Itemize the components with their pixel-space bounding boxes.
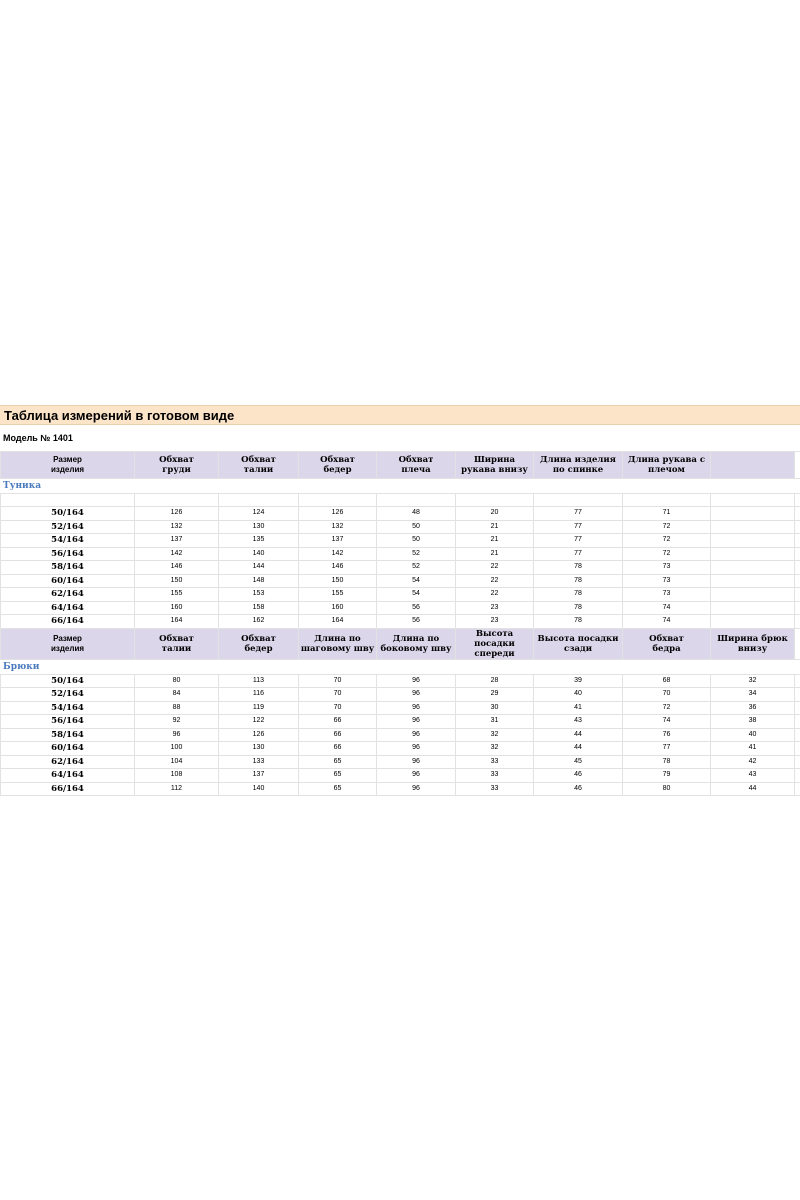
value-cell: 46	[534, 769, 623, 783]
empty-cell	[456, 494, 534, 507]
value-cell: 54	[377, 574, 456, 588]
table-row	[1, 561, 800, 575]
value-cell: 72	[623, 534, 711, 548]
tunic-section-label: Туника	[1, 479, 135, 494]
value-cell: 158	[219, 601, 299, 615]
value-cell: 96	[377, 755, 456, 769]
spacer-cell	[795, 701, 800, 715]
header-line: изделия	[50, 643, 85, 653]
table-row	[1, 728, 800, 742]
value-cell: 100	[135, 742, 219, 756]
header-line: спереди	[474, 648, 515, 659]
value-cell: 133	[219, 755, 299, 769]
value-cell: 162	[219, 615, 299, 629]
header-line: Длина рукава с	[627, 455, 706, 465]
empty-cell	[219, 659, 299, 674]
spacer-cell	[795, 520, 800, 534]
spacer-cell	[795, 601, 800, 615]
value-cell: 73	[623, 561, 711, 575]
value-cell: 153	[219, 588, 299, 602]
value-cell: 130	[219, 520, 299, 534]
empty-cell	[623, 494, 711, 507]
empty-cell	[219, 494, 299, 507]
value-cell: 140	[219, 782, 299, 796]
header-line: плеча	[401, 465, 431, 475]
value-cell: 48	[377, 507, 456, 521]
value-cell	[711, 601, 795, 615]
value-cell: 50	[377, 520, 456, 534]
pants-header-cell	[377, 628, 456, 659]
value-cell: 80	[135, 674, 219, 688]
value-cell: 164	[135, 615, 219, 629]
value-cell: 70	[623, 688, 711, 702]
header-line: Обхват	[649, 633, 684, 644]
value-cell: 96	[377, 688, 456, 702]
size-cell: 54/164	[1, 534, 135, 548]
value-cell: 96	[377, 674, 456, 688]
spacer-cell	[795, 534, 800, 548]
spacer-cell	[795, 615, 800, 629]
value-cell: 34	[711, 688, 795, 702]
tunic-header-cell	[623, 452, 711, 479]
value-cell: 38	[711, 715, 795, 729]
measurement-sheet	[0, 405, 800, 796]
value-cell: 96	[377, 782, 456, 796]
size-cell: 56/164	[1, 547, 135, 561]
table-row	[1, 547, 800, 561]
spacer-cell	[795, 688, 800, 702]
value-cell: 65	[299, 782, 377, 796]
pants-table-section	[1, 628, 800, 796]
empty-cell	[795, 659, 800, 674]
value-cell: 80	[623, 782, 711, 796]
value-cell: 31	[456, 715, 534, 729]
value-cell: 96	[377, 701, 456, 715]
value-cell: 144	[219, 561, 299, 575]
value-cell: 56	[377, 615, 456, 629]
value-cell: 88	[135, 701, 219, 715]
value-cell: 50	[377, 534, 456, 548]
value-cell: 30	[456, 701, 534, 715]
value-cell: 96	[377, 742, 456, 756]
value-cell: 132	[135, 520, 219, 534]
value-cell: 137	[299, 534, 377, 548]
value-cell: 40	[711, 728, 795, 742]
table-row	[1, 520, 800, 534]
header-line: Ширина брюк	[717, 633, 788, 644]
empty-cell	[534, 659, 623, 674]
value-cell: 77	[534, 507, 623, 521]
value-cell: 74	[623, 615, 711, 629]
value-cell: 22	[456, 561, 534, 575]
size-cell: 62/164	[1, 755, 135, 769]
header-line: внизу	[737, 643, 768, 654]
value-cell: 137	[219, 769, 299, 783]
value-cell: 132	[299, 520, 377, 534]
size-cell: 66/164	[1, 782, 135, 796]
size-cell: 56/164	[1, 715, 135, 729]
table-row	[1, 674, 800, 688]
value-cell: 33	[456, 755, 534, 769]
blank-row	[1, 494, 800, 507]
value-cell: 73	[623, 574, 711, 588]
empty-cell	[534, 479, 623, 494]
value-cell: 108	[135, 769, 219, 783]
value-cell: 74	[623, 601, 711, 615]
value-cell: 23	[456, 615, 534, 629]
value-cell: 74	[623, 715, 711, 729]
header-line: Обхват	[241, 633, 276, 644]
value-cell: 137	[135, 534, 219, 548]
empty-cell	[135, 659, 219, 674]
value-cell: 122	[219, 715, 299, 729]
spacer-cell	[795, 452, 800, 479]
spacer-cell	[795, 715, 800, 729]
value-cell: 77	[534, 547, 623, 561]
spacer-cell	[795, 728, 800, 742]
table-row	[1, 601, 800, 615]
value-cell: 96	[377, 728, 456, 742]
value-cell	[711, 547, 795, 561]
header-line: Размер	[53, 633, 82, 643]
value-cell: 140	[219, 547, 299, 561]
tunic-header-cell	[1, 452, 135, 479]
spacer-cell	[795, 782, 800, 796]
pants-header-cell	[534, 628, 623, 659]
header-line: талии	[243, 465, 274, 475]
spacer-cell	[795, 742, 800, 756]
value-cell: 78	[534, 574, 623, 588]
value-cell: 70	[299, 701, 377, 715]
size-cell: 58/164	[1, 728, 135, 742]
sheet-title: Таблица измерений в готовом виде	[0, 405, 800, 425]
table-row	[1, 715, 800, 729]
empty-cell	[711, 494, 795, 507]
empty-cell	[135, 479, 219, 494]
value-cell: 160	[299, 601, 377, 615]
value-cell: 21	[456, 547, 534, 561]
value-cell: 23	[456, 601, 534, 615]
table-row	[1, 507, 800, 521]
value-cell: 79	[623, 769, 711, 783]
header-line: бедер	[323, 465, 352, 475]
value-cell: 39	[534, 674, 623, 688]
table-row	[1, 782, 800, 796]
value-cell: 73	[623, 588, 711, 602]
header-line: бедра	[652, 643, 681, 654]
size-cell: 50/164	[1, 674, 135, 688]
value-cell: 160	[135, 601, 219, 615]
value-cell: 41	[711, 742, 795, 756]
size-cell: 58/164	[1, 561, 135, 575]
value-cell: 142	[135, 547, 219, 561]
value-cell: 68	[623, 674, 711, 688]
value-cell: 135	[219, 534, 299, 548]
value-cell: 96	[377, 769, 456, 783]
value-cell: 124	[219, 507, 299, 521]
empty-cell	[623, 659, 711, 674]
table-row	[1, 701, 800, 715]
value-cell: 52	[377, 547, 456, 561]
value-cell: 42	[711, 755, 795, 769]
value-cell: 72	[623, 701, 711, 715]
spacer-cell	[795, 574, 800, 588]
empty-cell	[795, 494, 800, 507]
value-cell: 41	[534, 701, 623, 715]
tunic-header-cell	[219, 452, 299, 479]
value-cell: 126	[135, 507, 219, 521]
value-cell: 40	[534, 688, 623, 702]
value-cell	[711, 534, 795, 548]
value-cell: 96	[377, 715, 456, 729]
value-cell: 104	[135, 755, 219, 769]
empty-cell	[795, 479, 800, 494]
empty-cell	[377, 479, 456, 494]
pants-section-label: Брюки	[1, 659, 135, 674]
value-cell: 54	[377, 588, 456, 602]
value-cell: 146	[135, 561, 219, 575]
value-cell: 113	[219, 674, 299, 688]
value-cell: 96	[135, 728, 219, 742]
tunic-header-cell	[534, 452, 623, 479]
value-cell: 33	[456, 769, 534, 783]
value-cell	[711, 615, 795, 629]
pants-header-cell	[219, 628, 299, 659]
spacer-cell	[795, 561, 800, 575]
value-cell: 65	[299, 755, 377, 769]
table-row	[1, 769, 800, 783]
empty-cell	[711, 479, 795, 494]
value-cell: 36	[711, 701, 795, 715]
table-row	[1, 742, 800, 756]
value-cell	[711, 561, 795, 575]
value-cell: 65	[299, 769, 377, 783]
table-row	[1, 615, 800, 629]
header-line: Обхват	[241, 455, 276, 465]
value-cell: 44	[534, 742, 623, 756]
value-cell	[711, 507, 795, 521]
value-cell: 66	[299, 715, 377, 729]
empty-cell	[377, 494, 456, 507]
pants-header-cell	[623, 628, 711, 659]
tunic-header-row	[1, 452, 800, 479]
tunic-header-cell	[377, 452, 456, 479]
value-cell: 45	[534, 755, 623, 769]
value-cell: 126	[219, 728, 299, 742]
tunic-section-row	[1, 479, 800, 494]
value-cell: 52	[377, 561, 456, 575]
value-cell: 66	[299, 728, 377, 742]
empty-cell	[135, 494, 219, 507]
header-line: бедер	[244, 643, 273, 654]
table-row	[1, 755, 800, 769]
header-line: Размер	[53, 455, 82, 464]
size-cell: 60/164	[1, 742, 135, 756]
value-cell: 126	[299, 507, 377, 521]
value-cell: 155	[135, 588, 219, 602]
value-cell: 72	[623, 520, 711, 534]
value-cell: 66	[299, 742, 377, 756]
header-line: Обхват	[398, 455, 434, 465]
size-cell: 50/164	[1, 507, 135, 521]
value-cell: 116	[219, 688, 299, 702]
header-line: шаговому шву	[300, 643, 375, 654]
value-cell: 72	[623, 547, 711, 561]
empty-cell	[456, 659, 534, 674]
table-row	[1, 534, 800, 548]
value-cell: 78	[534, 601, 623, 615]
empty-cell	[299, 659, 377, 674]
size-cell: 66/164	[1, 615, 135, 629]
header-line: Высота посадки	[537, 633, 619, 644]
value-cell: 155	[299, 588, 377, 602]
table-row	[1, 574, 800, 588]
empty-cell	[456, 479, 534, 494]
value-cell: 22	[456, 588, 534, 602]
spacer-cell	[795, 674, 800, 688]
value-cell: 56	[377, 601, 456, 615]
value-cell: 150	[135, 574, 219, 588]
size-cell: 52/164	[1, 688, 135, 702]
pants-section-row	[1, 659, 800, 674]
spacer-cell	[795, 628, 800, 659]
header-line: Длина по	[314, 633, 361, 644]
value-cell: 43	[534, 715, 623, 729]
table-row	[1, 688, 800, 702]
pants-header-cell	[299, 628, 377, 659]
value-cell: 78	[534, 615, 623, 629]
value-cell: 77	[534, 520, 623, 534]
value-cell: 20	[456, 507, 534, 521]
spacer-cell	[795, 755, 800, 769]
spacer-cell	[795, 547, 800, 561]
value-cell: 76	[623, 728, 711, 742]
size-cell: 62/164	[1, 588, 135, 602]
value-cell: 29	[456, 688, 534, 702]
value-cell: 70	[299, 688, 377, 702]
value-cell: 32	[711, 674, 795, 688]
header-line: Обхват	[159, 455, 194, 465]
value-cell: 142	[299, 547, 377, 561]
model-number: Модель № 1401	[3, 433, 73, 443]
value-cell: 77	[623, 742, 711, 756]
empty-cell	[299, 479, 377, 494]
header-line: плечом	[648, 465, 685, 475]
pants-header-cell	[1, 628, 135, 659]
header-line: рукава внизу	[461, 465, 528, 475]
tunic-header-cell	[456, 452, 534, 479]
value-cell: 84	[135, 688, 219, 702]
size-cell: 52/164	[1, 520, 135, 534]
value-cell: 77	[534, 534, 623, 548]
spacer-cell	[795, 507, 800, 521]
tunic-header-cell	[135, 452, 219, 479]
value-cell: 43	[711, 769, 795, 783]
spacer-cell	[795, 769, 800, 783]
value-cell: 70	[299, 674, 377, 688]
value-cell: 112	[135, 782, 219, 796]
tunic-header-cell	[299, 452, 377, 479]
value-cell: 21	[456, 534, 534, 548]
header-line: изделия	[50, 465, 85, 474]
header-line: по спинке	[552, 465, 604, 475]
header-line: сзади	[563, 643, 593, 654]
value-cell	[711, 574, 795, 588]
value-cell: 78	[623, 755, 711, 769]
empty-cell	[299, 494, 377, 507]
empty-cell	[377, 659, 456, 674]
value-cell: 21	[456, 520, 534, 534]
value-cell: 32	[456, 742, 534, 756]
empty-cell	[219, 479, 299, 494]
empty-cell	[1, 494, 135, 507]
pants-header-cell	[456, 628, 534, 659]
value-cell	[711, 520, 795, 534]
value-cell: 78	[534, 561, 623, 575]
size-cell: 60/164	[1, 574, 135, 588]
value-cell: 130	[219, 742, 299, 756]
header-line: талии	[161, 643, 192, 654]
empty-cell	[711, 659, 795, 674]
value-cell: 33	[456, 782, 534, 796]
pants-header-cell	[135, 628, 219, 659]
header-line: Длина по	[392, 633, 440, 644]
value-cell: 78	[534, 588, 623, 602]
pants-header-row	[1, 628, 800, 659]
empty-cell	[623, 479, 711, 494]
value-cell: 119	[219, 701, 299, 715]
header-line: Высота посадки	[474, 628, 515, 649]
value-cell: 28	[456, 674, 534, 688]
header-line: Обхват	[320, 455, 355, 465]
size-cell: 54/164	[1, 701, 135, 715]
spacer-cell	[795, 588, 800, 602]
value-cell: 44	[711, 782, 795, 796]
table-row	[1, 588, 800, 602]
value-cell: 32	[456, 728, 534, 742]
value-cell: 92	[135, 715, 219, 729]
pants-header-cell	[711, 628, 795, 659]
header-line: Ширина	[473, 455, 516, 465]
value-cell: 148	[219, 574, 299, 588]
tunic-header-cell	[711, 452, 795, 479]
value-cell	[711, 588, 795, 602]
measurement-table	[0, 451, 800, 796]
value-cell: 46	[534, 782, 623, 796]
header-line: Длина изделия	[540, 455, 616, 465]
value-cell: 164	[299, 615, 377, 629]
value-cell: 71	[623, 507, 711, 521]
value-cell: 44	[534, 728, 623, 742]
value-cell: 150	[299, 574, 377, 588]
empty-cell	[534, 494, 623, 507]
header-line: боковому шву	[380, 643, 452, 654]
value-cell: 22	[456, 574, 534, 588]
tunic-table-section	[1, 452, 800, 629]
value-cell: 146	[299, 561, 377, 575]
size-cell: 64/164	[1, 601, 135, 615]
header-line: Обхват	[159, 633, 194, 644]
header-line: груди	[162, 465, 191, 475]
size-cell: 64/164	[1, 769, 135, 783]
